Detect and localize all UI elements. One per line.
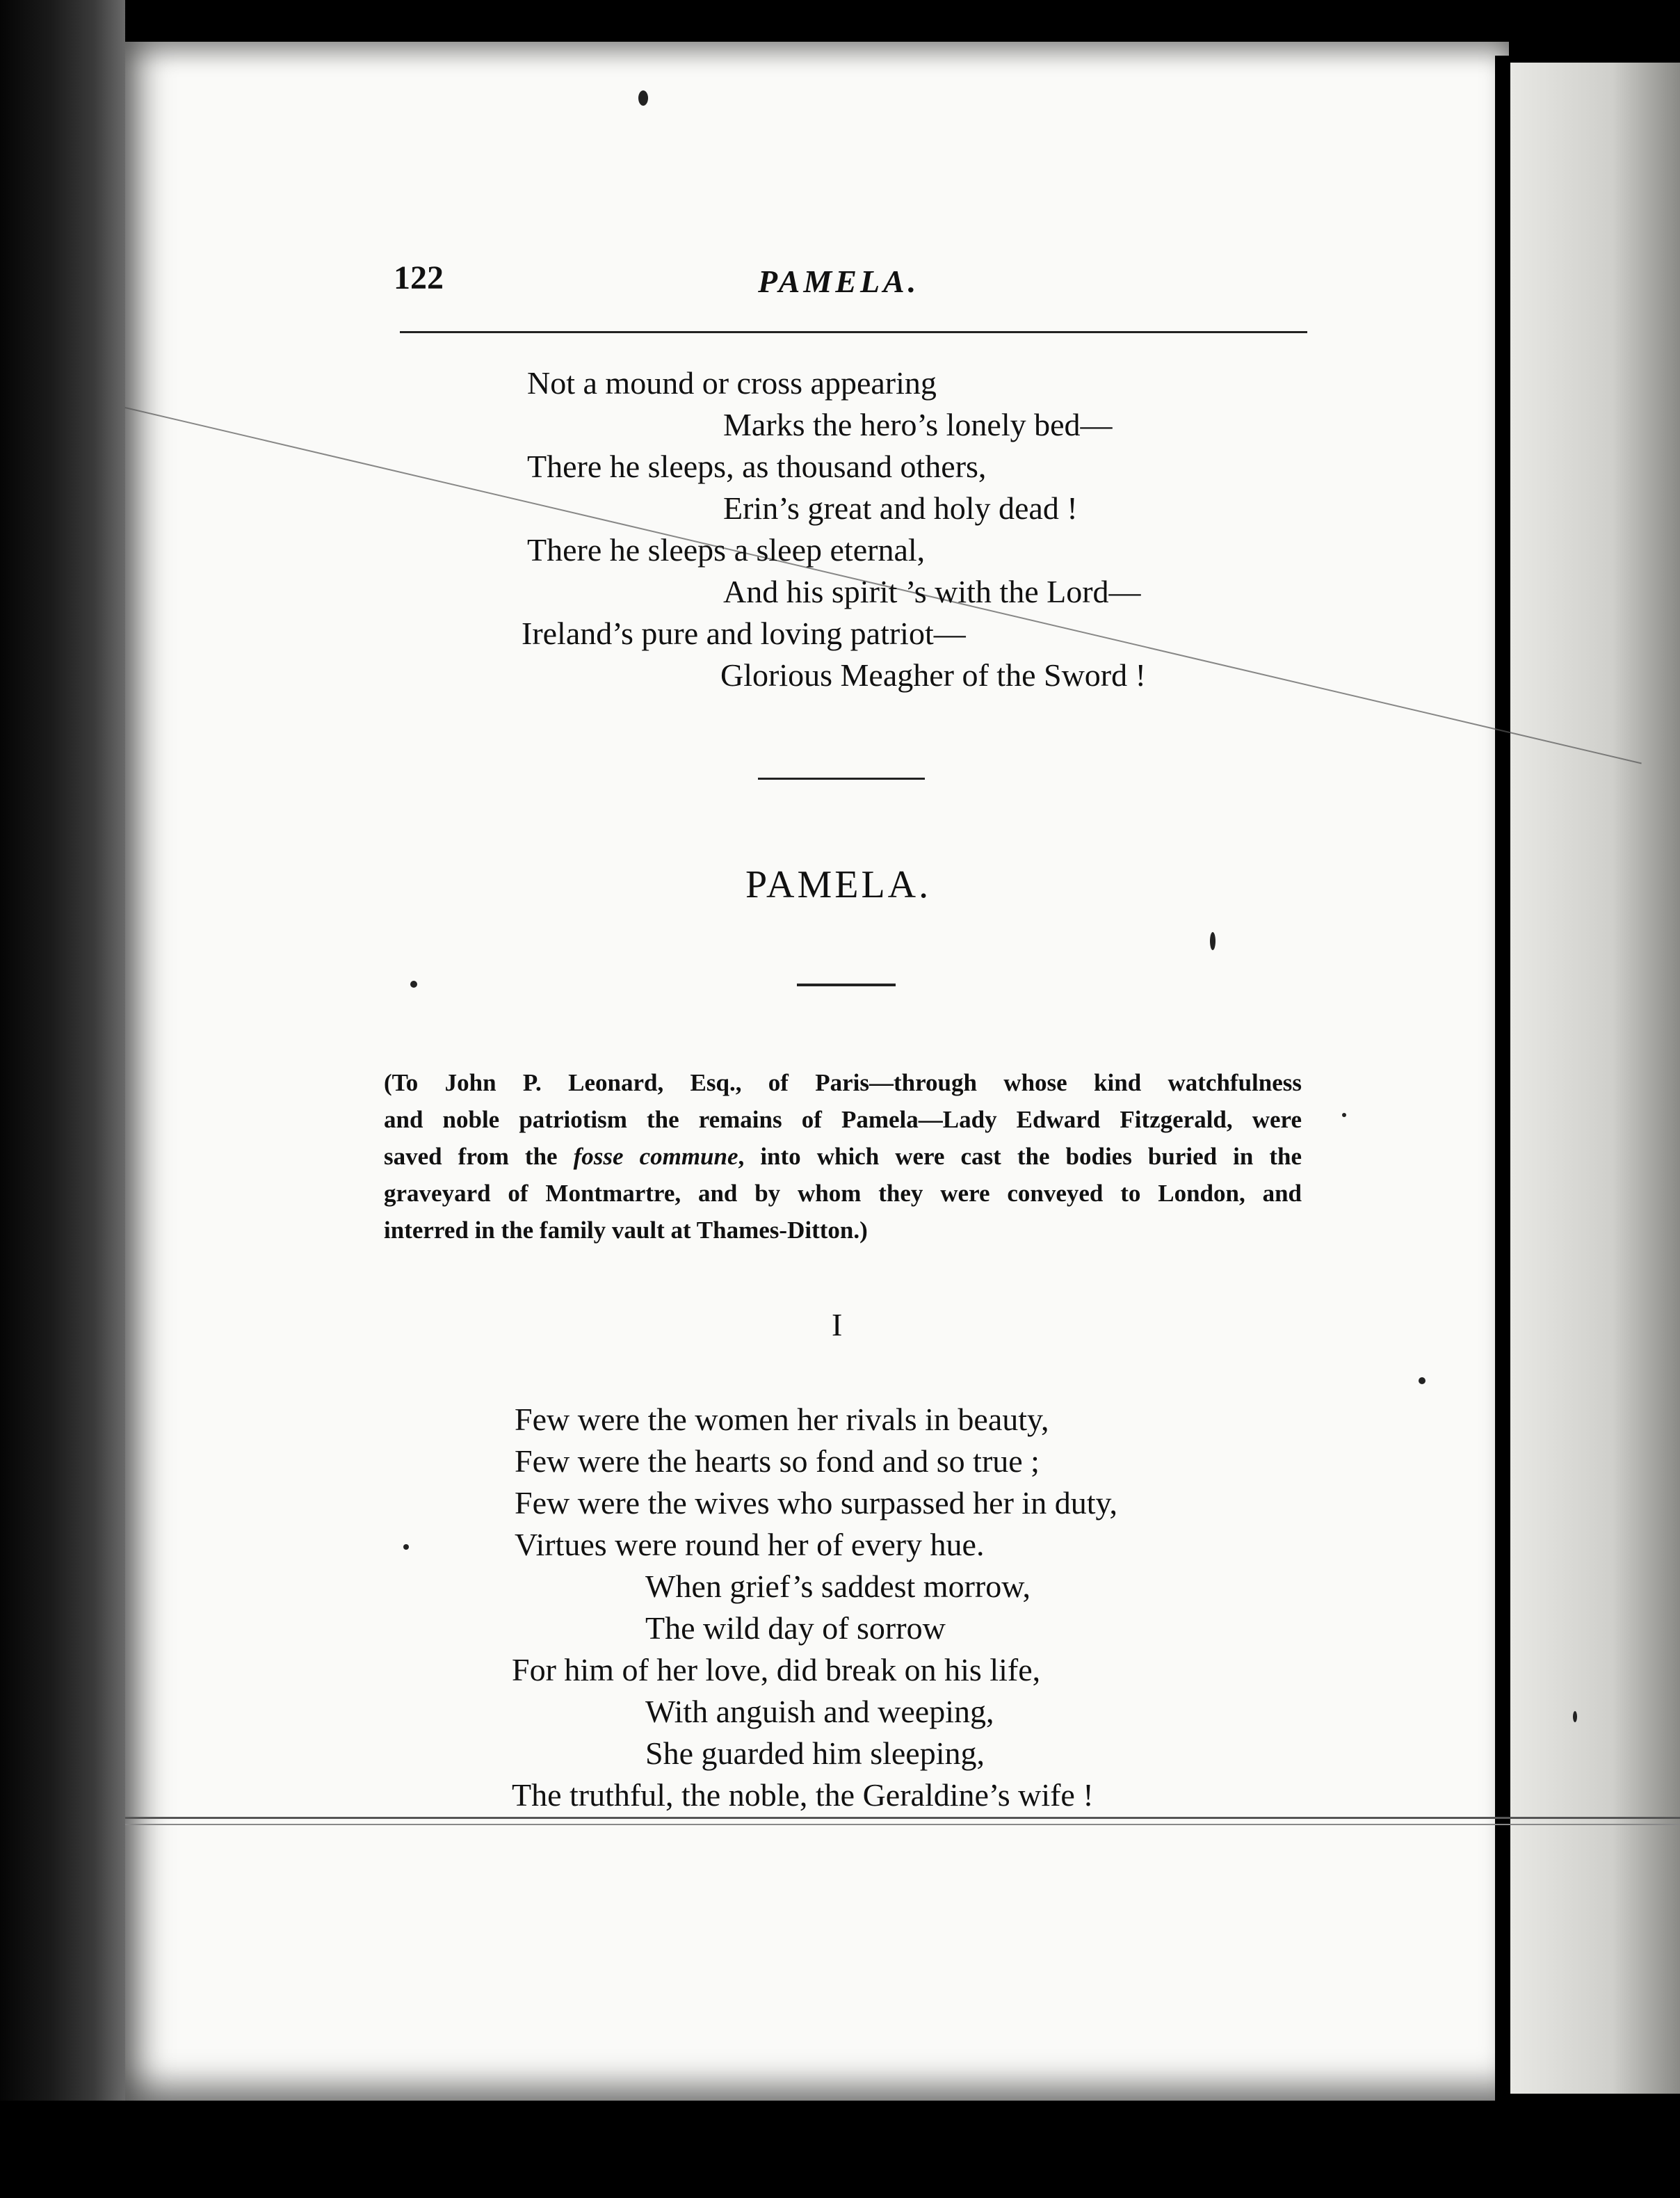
page-gutter xyxy=(1495,56,1510,2101)
scan-speck xyxy=(1573,1711,1577,1722)
verse-line: For him of her love, did break on his life, xyxy=(512,1652,1041,1687)
verse-line: Few were the hearts so fond and so true ; xyxy=(515,1443,1040,1479)
scan-speck xyxy=(1210,932,1215,950)
scan-speck xyxy=(1342,1113,1346,1117)
verse-line: Glorious Meagher of the Sword ! xyxy=(720,657,1146,693)
poem-title: PAMELA. xyxy=(745,863,932,906)
verse-line: Few were the women her rivals in beauty, xyxy=(515,1402,1049,1437)
verse-line: Erin’s great and holy dead ! xyxy=(723,490,1078,526)
dedication-line: interred in the family vault at Thames-Ditton.) xyxy=(384,1217,868,1244)
page-number: 122 xyxy=(394,259,444,296)
verse-line: Not a mound or cross appearing xyxy=(527,365,937,401)
verse-line: With anguish and weeping, xyxy=(645,1694,994,1729)
scan-speck xyxy=(403,1544,409,1550)
book-binding-edge xyxy=(0,0,125,2198)
scan-artifact-rule xyxy=(125,1817,1680,1819)
verse-line: Virtues were round her of every hue. xyxy=(515,1527,985,1562)
verse-line: Ireland’s pure and loving patriot— xyxy=(522,616,966,651)
dedication xyxy=(384,1064,1302,1249)
dedication-italic-phrase: fosse commune xyxy=(573,1143,738,1170)
dedication-line: and noble patriotism the remains of Pamela—Lady Edward Fitzgerald, were xyxy=(384,1106,1302,1133)
verse-line: The truthful, the noble, the Geraldine’s wife ! xyxy=(512,1777,1094,1813)
verse-line: There he sleeps, as thousand others, xyxy=(527,449,987,484)
dedication-line: graveyard of Montmartre, and by whom they were conveyed to London, and xyxy=(384,1180,1302,1207)
title-rule xyxy=(797,984,896,986)
dedication-text: saved from the xyxy=(384,1143,574,1170)
dedication-line: (To John P. Leonard, Esq., of Paris—through whose kind watchfulness xyxy=(384,1069,1302,1096)
scan-bottom-border xyxy=(0,2101,1680,2198)
scan-speck xyxy=(1419,1377,1425,1384)
verse-line: When grief’s saddest morrow, xyxy=(645,1569,1031,1604)
verse-line: She guarded him sleeping, xyxy=(645,1735,985,1771)
scan-speck xyxy=(638,90,648,106)
running-head: PAMELA. xyxy=(758,264,920,299)
verse-line: The wild day of sorrow xyxy=(645,1610,946,1646)
section-numeral: I xyxy=(832,1307,843,1342)
adjacent-page-edge xyxy=(1510,63,1680,2094)
header-rule xyxy=(400,331,1307,333)
scan-speck xyxy=(410,981,417,988)
verse-line: Marks the hero’s lonely bed— xyxy=(723,407,1113,442)
verse-line: And his spirit ’s with the Lord— xyxy=(723,574,1141,609)
verse-line: There he sleeps a sleep eternal, xyxy=(527,532,926,568)
scan-artifact-rule-secondary xyxy=(125,1824,1680,1825)
section-separator-rule xyxy=(758,778,925,780)
verse-line: Few were the wives who surpassed her in duty, xyxy=(515,1485,1117,1521)
dedication-line xyxy=(384,1138,1302,1175)
dedication-text: , into which were cast the bodies buried in the xyxy=(738,1143,1302,1170)
